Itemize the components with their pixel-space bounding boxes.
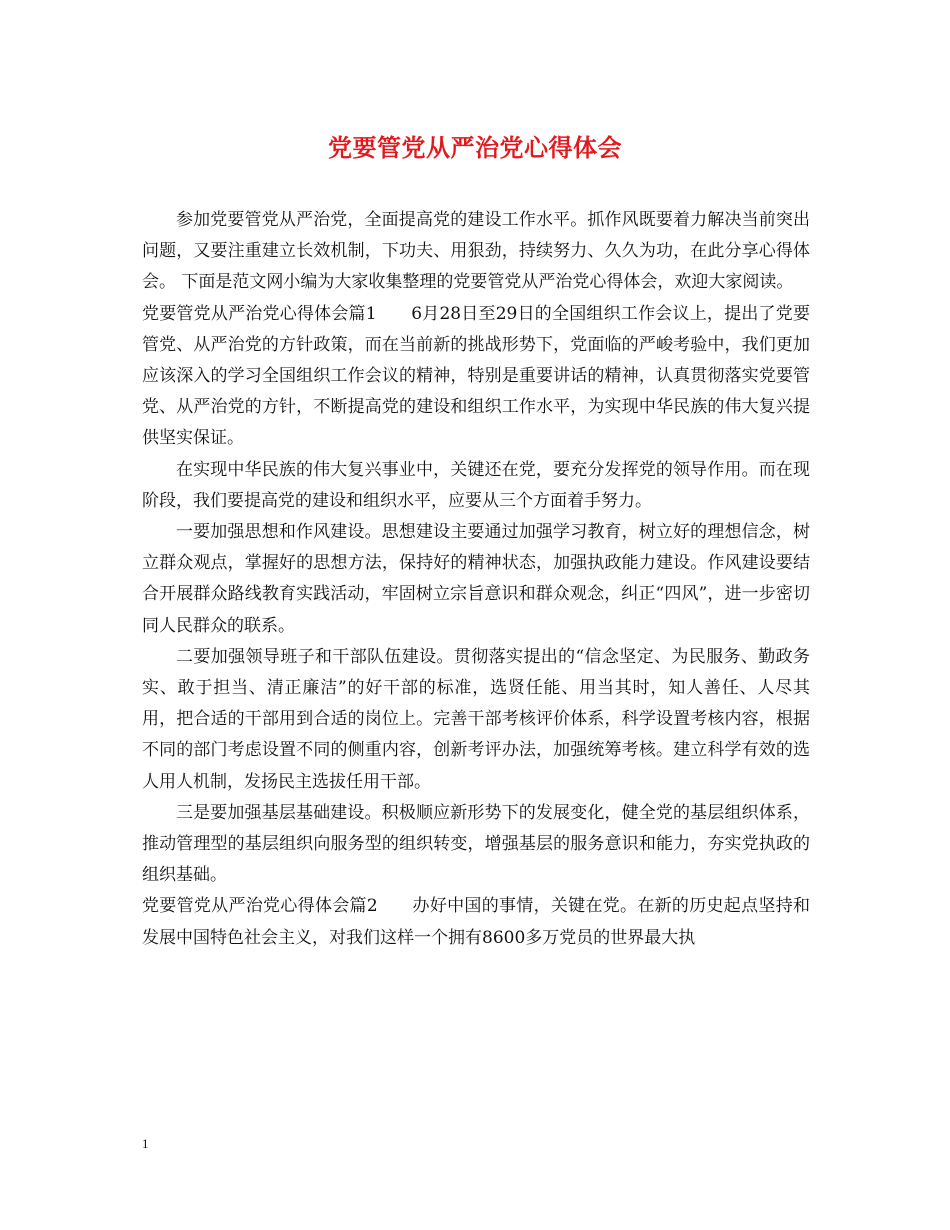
document-body	[142, 205, 810, 954]
paragraph-intro: 参加党要管党从严治党，全面提高党的建设工作水平。抓作风既要着力解决当前突出问题，又要注重建立长效机制，下功夫、用狠劲，持续努力、久久为功，在此分享心得体会。 下面是范文网小编为大家收集整理的党要管党从严治党心得体会，欢迎大家阅读。	[142, 210, 810, 293]
paragraph-point-three: 三是要加强基层基础建设。积极顺应新形势下的发展变化，健全党的基层组织体系，推动管理型的基层组织向服务型的组织转变，增强基层的服务意识和能力，夯实党执政的组织基础。	[142, 802, 810, 886]
paragraph-point-two: 二要加强领导班子和干部队伍建设。贯彻落实提出的“信念坚定、为民服务、勤政务实、敢于担当、清正廉洁”的好干部的标准，选贤任能、用当其时，知人善任、人尽其用，把合适的干部用到合适的岗位上。完善干部考核评价体系，科学设置考核内容，根据不同的部门考虑设置不同的侧重内容，创新考评办法，加强统筹考核。建立科学有效的选人用人机制，发扬民主选拔任用干部。	[142, 646, 810, 792]
paragraph-three-aspects: 在实现中华民族的伟大复兴事业中，关键还在党，要充分发挥党的领导作用。而在现阶段，我们要提高党的建设和组织水平，应要从三个方面着手努力。	[142, 459, 810, 511]
paragraph-point-one: 一要加强思想和作风建设。思想建设主要通过加强学习教育，树立好的理想信念，树立群众观点，掌握好的思想方法，保持好的精神状态，加强执政能力建设。作风建设要结合开展群众路线教育实践活动，牢固树立宗旨意识和群众观念，纠正“四风”，进一步密切同人民群众的联系。	[142, 522, 810, 636]
paragraph-section-2-start: 党要管党从严治党心得体会篇2 办好中国的事情，关键在党。在新的历史起点坚持和发展中国特色社会主义，对我们这样一个拥有8600多万党员的世界最大执	[142, 896, 810, 948]
page-number: 1	[142, 1136, 149, 1151]
paragraph-section-1-start: 党要管党从严治党心得体会篇1 6月28日至29日的全国组织工作会议上，提出了党要管党、从严治党的方针政策，而在当前新的挑战形势下，党面临的严峻考验中，我们更加应该深入的学习全国组织工作会议的精神，特别是重要讲话的精神，认真贯彻落实党要管党、从严治党的方针，不断提高党的建设和组织工作水平，为实现中华民族的伟大复兴提供坚实保证。	[142, 303, 810, 449]
document-title: 党要管党从严治党心得体会	[328, 133, 622, 162]
